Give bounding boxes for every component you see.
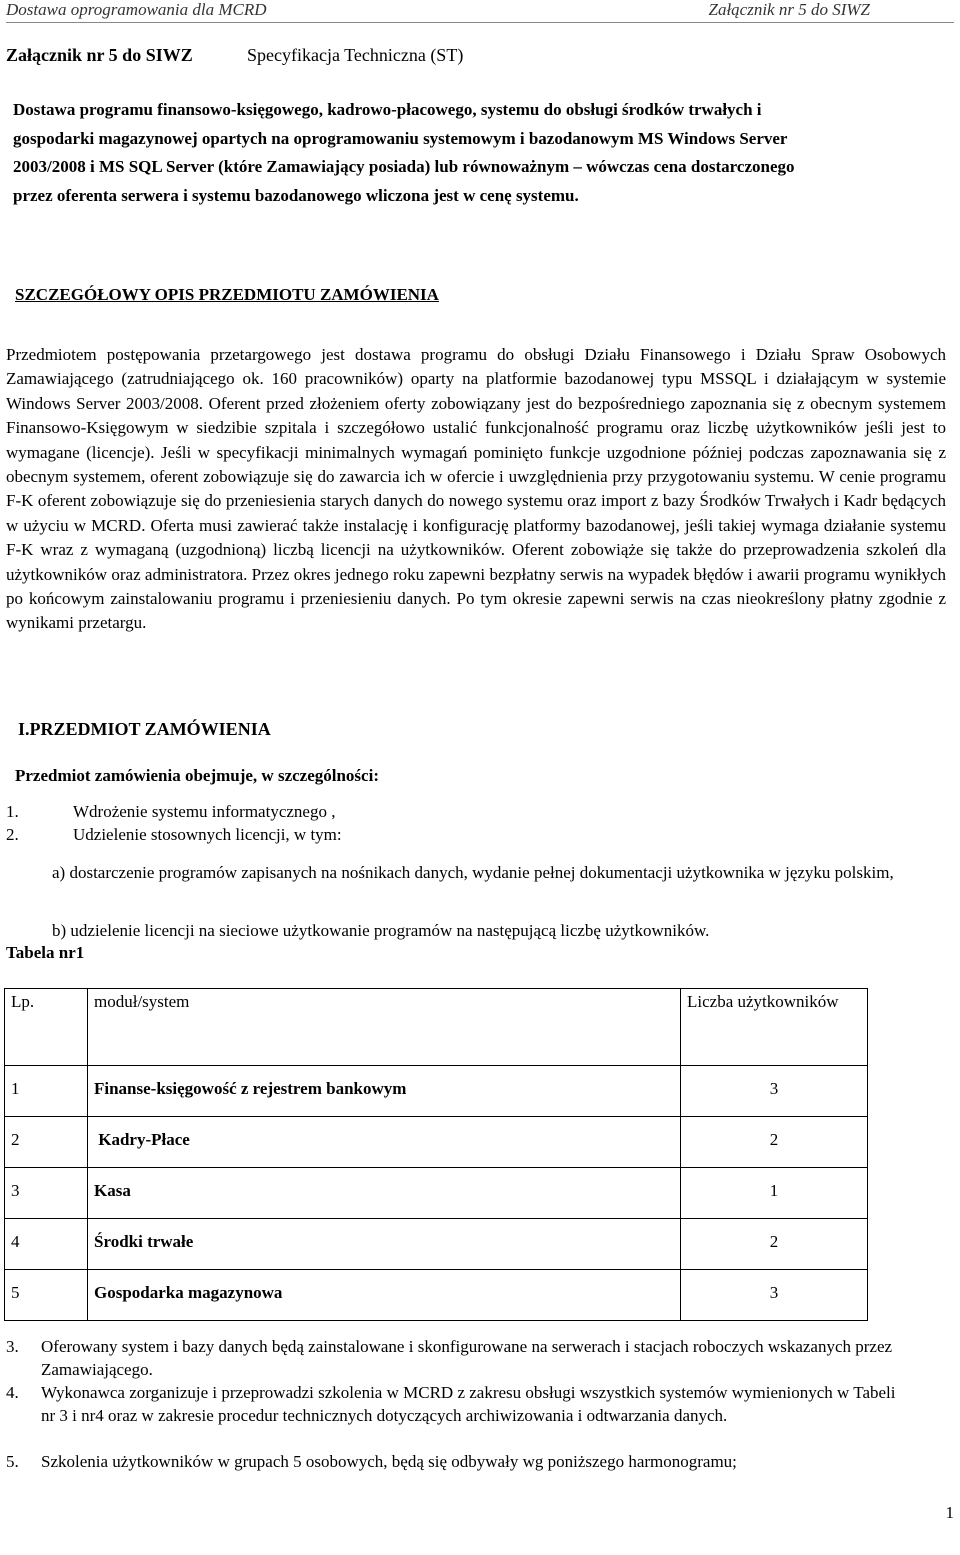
cell-users: 1 [681,1168,868,1219]
numbered-item [6,1381,906,1427]
numbered-item-text: Szkolenia użytkowników w grupach 5 osobowych, będą się odbywały wg poniższego harmonogramu; [41,1452,737,1471]
header-attachment-label: Załącznik nr 5 do SIWZ [708,0,870,19]
cell-module: Środki trwałe [88,1219,681,1270]
cell-module: Kadry-Płace [88,1117,681,1168]
paragraph-b: b) udzielenie licencji na sieciowe użytkowanie programów na następującą liczbę użytkowników. [52,921,710,940]
attachment-title: Załącznik nr 5 do SIWZ [6,45,193,65]
intro-line: 2003/2008 i MS SQL Server (które Zamawiający posiada) lub równoważnym – wówczas cena dostarczonego [13,157,795,176]
list-item [0,802,700,824]
numbered-item-text: Oferowany system i bazy danych będą zainstalowane i skonfigurowane na serwerach i stacjach roboczych wskazanych przez Zamawiającego. [41,1337,893,1379]
cell-module: Gospodarka magazynowa [88,1270,681,1321]
list-item-text: Wdrożenie systemu informatycznego , [73,802,336,821]
numbered-item-number: 4. [6,1383,19,1402]
cell-module: Kasa [88,1168,681,1219]
heading-przedmiot: I.PRZEDMIOT ZAMÓWIENIA [18,719,271,739]
sub-heading: Przedmiot zamówienia obejmuje, w szczególności: [15,766,379,785]
numbered-item [6,1335,906,1381]
table-row [5,1168,868,1219]
numbered-item-text: Wykonawca zorganizuje i przeprowadzi szkolenia w MCRD z zakresu obsługi wszystkich systemów wymienionych w Tabeli nr 3 i nr4 oraz w zakresie procedur technicznych dotyczących archiwizowania i odtwarzania danych. [41,1383,896,1425]
table-caption: Tabela nr1 [6,943,85,962]
numbered-item-number: 3. [6,1337,19,1356]
paragraph-a: a) dostarczenie programów zapisanych na nośnikach danych, wydanie pełnej dokumentacji użytkownika w języku polskim, [52,863,894,882]
header-cell-users: Liczba użytkowników [681,989,868,1066]
table-row [5,1270,868,1321]
cell-users: 2 [681,1117,868,1168]
numbered-item [6,1450,906,1473]
intro-line: gospodarki magazynowej opartych na oprogramowaniu systemowym i bazodanowym MS Windows Server [13,128,788,148]
intro-line: przez oferenta serwera i systemu bazodanowego wliczona jest w cenę systemu. [13,185,579,205]
header-cell-module: moduł/system [88,989,681,1066]
spec-title: Specyfikacja Techniczna (ST) [247,45,464,65]
cell-users: 3 [681,1066,868,1117]
page-header [6,0,954,23]
table-row [5,1219,868,1270]
body-paragraph: Przedmiotem postępowania przetargowego jest dostawa programu do obsługi Działu Finansowego i Działu Spraw Osobowych Zamawiającego (zatrudniającego ok. 160 pracowników) oparty na platformie bazodanowej typu MSSQL i działającym w systemie Windows Server 2003/2008. Oferent przed złożeniem oferty zobowiązany jest do bezpośredniego zapoznania się z obecnym systemem Finansowo-Księgowym w siedzibie szpitala i szczegółowo ustalić funkcjonalność programu oraz liczbę użytkowników jeśli jest to wymagane (licencje). Jeśli w specyfikacji minimalnych wymagań pominięto funkcje uzgodnione później podczas zapoznawania się z obecnym systemem, oferent zobowiązuje się do zawarcia ich w ofercie i uwzględnienia przy przygotowaniu systemu. W cenie programu F-K oferent zobowiązuje się do przeniesienia starych danych do nowego systemu oraz import z bazy Środków Trwałych i Kadr będących w użyciu w MCRD. Oferta musi zawierać także instalację i konfigurację platformy bazodanowej, jeśli takiej wymaga działanie systemu F-K wraz z wymaganą (uzgodnioną) liczbą licencji na użytkowników. Oferent zobowiąże się także do przeprowadzenia szkoleń dla użytkowników oraz administratora. Przez okres jednego roku zapewni bezpłatny serwis na wypadek błędów i awarii programu wynikłych po końcowym zainstalowaniu programu i przeniesieniu danych. Po tym okresie zapewni serwis na czas nieokreślony płatny zgodnie z wynikami przetargu. [6,345,946,633]
page-number: 1 [945,1503,954,1522]
cell-module: Finanse-księgowość z rejestrem bankowym [88,1066,681,1117]
cell-lp: 3 [5,1168,88,1219]
list-item-text: Udzielenie stosownych licencji, w tym: [73,825,342,844]
cell-lp: 2 [5,1117,88,1168]
table-header-row [5,989,868,1066]
list-item [0,825,700,847]
numbered-item-number: 5. [6,1452,19,1471]
section-heading: SZCZEGÓŁOWY OPIS PRZEDMIOTU ZAMÓWIENIA [15,285,439,304]
header-document-title: Dostawa oprogramowania dla MCRD [6,0,267,19]
table-row [5,1117,868,1168]
list-item-number: 2. [6,825,19,844]
header-cell-lp: Lp. [5,989,88,1066]
intro-line: Dostawa programu finansowo-księgowego, kadrowo-płacowego, systemu do obsługi środków trwałych i [13,100,762,119]
cell-lp: 4 [5,1219,88,1270]
cell-users: 3 [681,1270,868,1321]
list-item-number: 1. [6,802,19,821]
cell-lp: 5 [5,1270,88,1321]
table-row [5,1066,868,1117]
cell-lp: 1 [5,1066,88,1117]
intro-paragraph [13,96,943,210]
license-table [4,988,868,1321]
cell-users: 2 [681,1219,868,1270]
